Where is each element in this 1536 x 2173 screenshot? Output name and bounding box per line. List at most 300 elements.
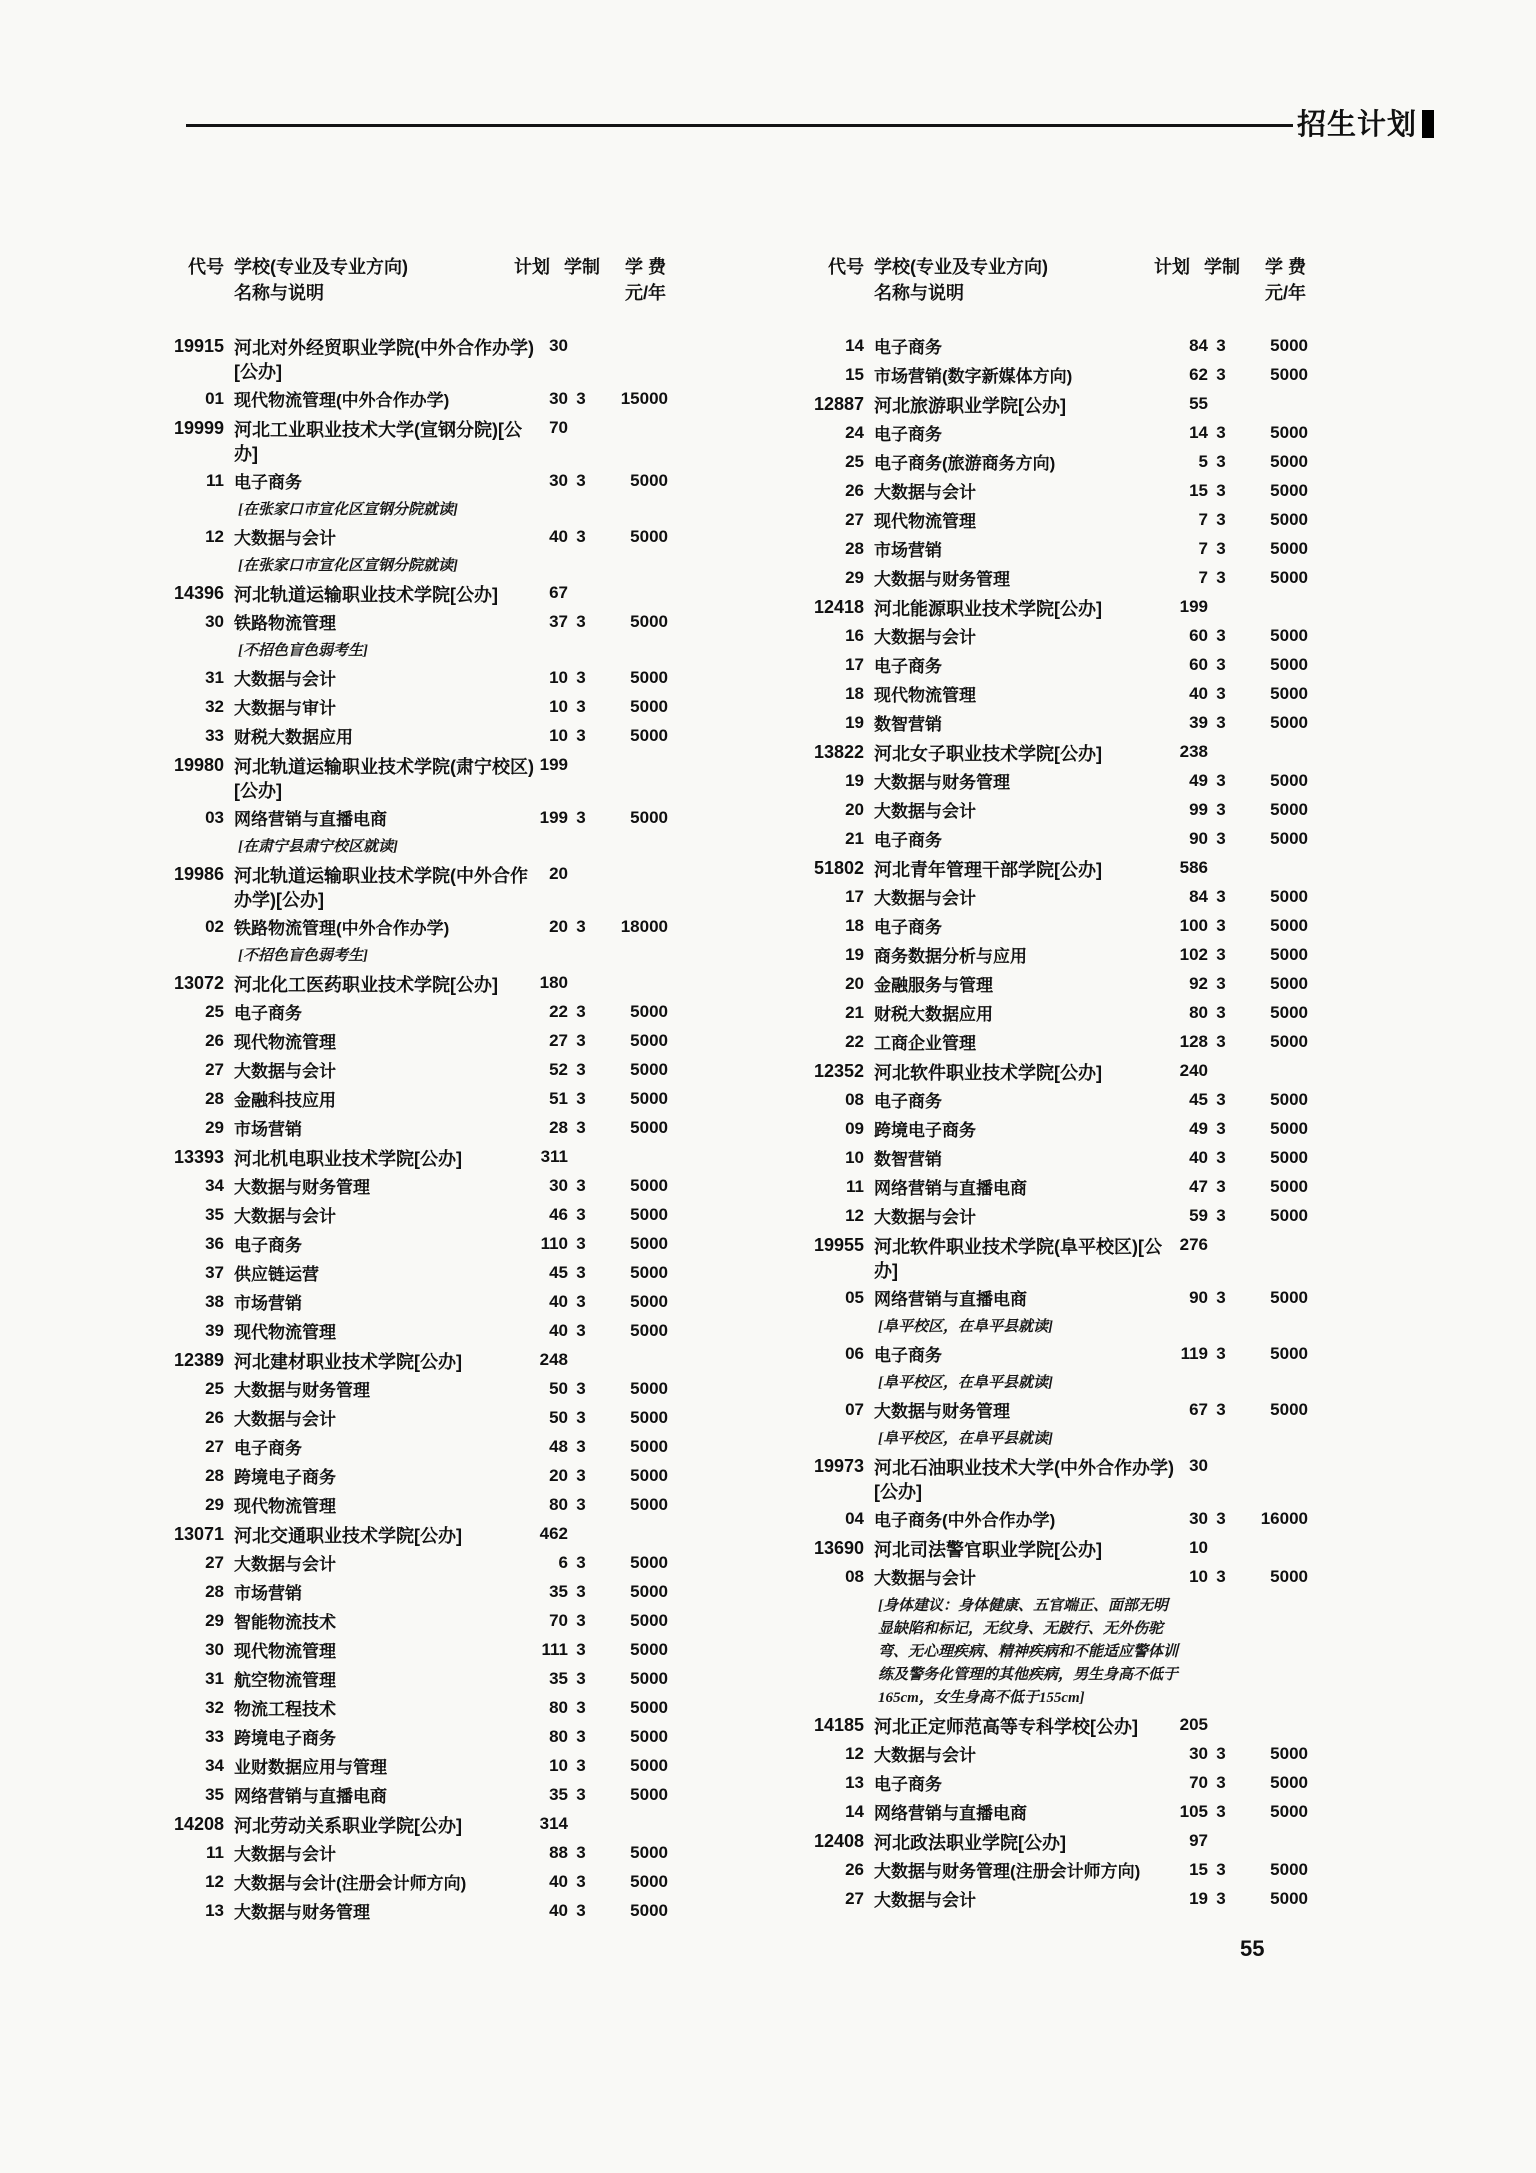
major-row xyxy=(150,527,668,551)
major-note: [不招色盲色弱考生] xyxy=(238,643,368,659)
major-row xyxy=(790,452,1308,476)
plan-count: 7 xyxy=(1198,539,1208,558)
major-name: 金融科技应用 xyxy=(234,1091,336,1110)
major-name: 现代物流管理(中外合作办学) xyxy=(234,391,450,410)
major-name: 大数据与财务管理(注册会计师方向) xyxy=(874,1862,1141,1881)
study-years: 3 xyxy=(576,1727,586,1746)
study-years: 3 xyxy=(576,1756,586,1775)
header-school-name xyxy=(234,254,408,306)
tuition-fee: 5000 xyxy=(630,471,668,490)
study-years: 3 xyxy=(1216,655,1226,674)
major-row xyxy=(150,1176,668,1200)
header-rule xyxy=(186,124,1293,127)
major-name: 大数据与财务管理 xyxy=(234,1903,370,1922)
plan-count: 10 xyxy=(549,668,568,687)
school-code: 13071 xyxy=(173,1524,224,1544)
header-school-line1: 学校(专业及专业方向) xyxy=(234,257,408,277)
major-row xyxy=(790,568,1308,592)
major-name: 大数据与会计 xyxy=(874,1569,976,1588)
major-code: 28 xyxy=(205,1089,224,1108)
major-code: 08 xyxy=(845,1567,864,1586)
study-years: 3 xyxy=(1216,1119,1226,1138)
major-row xyxy=(790,1177,1308,1201)
major-code: 03 xyxy=(205,808,224,827)
tuition-fee: 5000 xyxy=(1270,974,1308,993)
major-row xyxy=(790,1206,1308,1230)
major-row xyxy=(150,1060,668,1084)
study-years: 3 xyxy=(576,697,586,716)
header-school-line2: 名称与说明 xyxy=(234,283,324,303)
major-row xyxy=(790,626,1308,650)
major-name: 大数据与会计(注册会计师方向) xyxy=(234,1874,467,1893)
study-years: 3 xyxy=(576,1553,586,1572)
major-name: 市场营销 xyxy=(234,1294,302,1313)
plan-count: 276 xyxy=(1179,1235,1208,1254)
major-name: 跨境电子商务 xyxy=(234,1729,336,1748)
plan-count: 52 xyxy=(549,1060,568,1079)
study-years: 3 xyxy=(1216,1744,1226,1763)
major-row xyxy=(790,1400,1308,1424)
plan-count: 84 xyxy=(1189,336,1208,355)
major-code: 29 xyxy=(205,1495,224,1514)
plan-count: 199 xyxy=(1179,597,1208,616)
plan-count: 100 xyxy=(1179,916,1208,935)
plan-count: 67 xyxy=(1189,1400,1208,1419)
major-name: 智能物流技术 xyxy=(234,1613,336,1632)
major-code: 26 xyxy=(845,1860,864,1879)
major-row xyxy=(150,1611,668,1635)
school-name: 河北建材职业技术学院[公办] xyxy=(234,1352,462,1372)
school-code: 19999 xyxy=(173,418,224,438)
major-code: 06 xyxy=(845,1344,864,1363)
tuition-fee: 5000 xyxy=(630,612,668,631)
study-years: 3 xyxy=(576,1495,586,1514)
school-row xyxy=(790,394,1308,418)
study-years: 3 xyxy=(1216,626,1226,645)
major-code: 27 xyxy=(205,1437,224,1456)
tuition-fee: 5000 xyxy=(630,1727,668,1746)
tuition-fee: 5000 xyxy=(1270,1148,1308,1167)
school-row xyxy=(150,755,668,803)
major-row xyxy=(790,916,1308,940)
school-row xyxy=(150,1350,668,1374)
major-name: 现代物流管理 xyxy=(234,1642,336,1661)
tuition-fee: 5000 xyxy=(1270,1744,1308,1763)
major-code: 32 xyxy=(205,697,224,716)
plan-count: 40 xyxy=(549,1901,568,1920)
study-years: 3 xyxy=(1216,771,1226,790)
school-code: 14396 xyxy=(173,583,224,603)
major-name: 业财数据应用与管理 xyxy=(234,1758,387,1777)
plan-count: 240 xyxy=(1179,1061,1208,1080)
study-years: 3 xyxy=(1216,887,1226,906)
study-years: 3 xyxy=(1216,336,1226,355)
study-years: 3 xyxy=(576,917,586,936)
major-code: 25 xyxy=(205,1002,224,1021)
tuition-fee: 5000 xyxy=(1270,481,1308,500)
plan-count: 10 xyxy=(549,1756,568,1775)
tuition-fee: 5000 xyxy=(630,1756,668,1775)
major-name: 现代物流管理 xyxy=(234,1033,336,1052)
tuition-fee: 5000 xyxy=(630,1089,668,1108)
plan-count: 199 xyxy=(539,755,568,774)
plan-count: 30 xyxy=(549,336,568,355)
plan-count: 40 xyxy=(549,527,568,546)
school-name: 河北司法警官职业学院[公办] xyxy=(874,1540,1102,1560)
tuition-fee: 5000 xyxy=(1270,1860,1308,1879)
tuition-fee: 5000 xyxy=(630,1466,668,1485)
plan-count: 311 xyxy=(540,1147,568,1166)
tuition-fee: 5000 xyxy=(1270,452,1308,471)
major-row xyxy=(790,1288,1308,1312)
tuition-fee: 5000 xyxy=(1270,568,1308,587)
column-right xyxy=(790,254,1308,1930)
major-name: 数智营销 xyxy=(874,1150,942,1169)
school-row xyxy=(790,597,1308,621)
study-years: 3 xyxy=(1216,713,1226,732)
plan-count: 20 xyxy=(549,1466,568,1485)
plan-count: 10 xyxy=(1189,1567,1208,1586)
plan-count: 97 xyxy=(1189,1831,1208,1850)
header-school-name xyxy=(874,254,1048,306)
major-row xyxy=(150,1234,668,1258)
major-code: 35 xyxy=(205,1785,224,1804)
plan-count: 19 xyxy=(1189,1889,1208,1908)
study-years: 3 xyxy=(576,1379,586,1398)
school-name: 河北旅游职业学院[公办] xyxy=(874,396,1066,416)
plan-count: 80 xyxy=(1189,1003,1208,1022)
header-years: 学制 xyxy=(564,257,600,277)
tuition-fee: 5000 xyxy=(1270,945,1308,964)
major-name: 大数据与会计 xyxy=(874,1891,976,1910)
tuition-fee: 5000 xyxy=(630,726,668,745)
plan-count: 35 xyxy=(549,1785,568,1804)
plan-count: 40 xyxy=(549,1321,568,1340)
plan-count: 45 xyxy=(1189,1090,1208,1109)
tuition-fee: 15000 xyxy=(620,389,668,408)
major-name: 网络营销与直播电商 xyxy=(234,810,387,829)
plan-count: 48 xyxy=(549,1437,568,1456)
study-years: 3 xyxy=(1216,452,1226,471)
major-name: 市场营销 xyxy=(874,541,942,560)
study-years: 3 xyxy=(576,1437,586,1456)
study-years: 3 xyxy=(1216,945,1226,964)
school-name: 河北轨道运输职业技术学院(肃宁校区)[公办] xyxy=(234,757,534,801)
major-row xyxy=(790,771,1308,795)
study-years: 3 xyxy=(1216,1802,1226,1821)
plan-count: 49 xyxy=(1189,771,1208,790)
tuition-fee: 5000 xyxy=(630,1553,668,1572)
school-code: 13393 xyxy=(173,1147,224,1167)
major-row xyxy=(790,1119,1308,1143)
plan-count: 27 xyxy=(549,1031,568,1050)
major-name: 网络营销与直播电商 xyxy=(874,1179,1027,1198)
major-name: 商务数据分析与应用 xyxy=(874,947,1027,966)
plan-count: 88 xyxy=(549,1843,568,1862)
major-row xyxy=(150,1669,668,1693)
study-years: 3 xyxy=(1216,829,1226,848)
plan-count: 30 xyxy=(1189,1744,1208,1763)
major-code: 14 xyxy=(845,336,864,355)
header-fee-line2: 元/年 xyxy=(1264,283,1306,303)
plan-count: 10 xyxy=(549,697,568,716)
study-years: 3 xyxy=(576,1408,586,1427)
plan-count: 70 xyxy=(549,1611,568,1630)
plan-count: 90 xyxy=(1189,829,1208,848)
major-name: 财税大数据应用 xyxy=(874,1005,993,1024)
school-row xyxy=(790,858,1308,882)
tuition-fee: 5000 xyxy=(630,1234,668,1253)
plan-count: 14 xyxy=(1189,423,1208,442)
plan-count: 15 xyxy=(1189,1860,1208,1879)
major-code: 09 xyxy=(845,1119,864,1138)
school-row xyxy=(150,864,668,912)
school-row xyxy=(150,1524,668,1548)
major-code: 10 xyxy=(845,1148,864,1167)
major-code: 29 xyxy=(205,1611,224,1630)
tuition-fee: 5000 xyxy=(630,1611,668,1630)
major-code: 20 xyxy=(845,800,864,819)
major-row xyxy=(790,539,1308,563)
tuition-fee: 5000 xyxy=(630,1002,668,1021)
school-name: 河北能源职业技术学院[公办] xyxy=(874,599,1102,619)
major-row xyxy=(790,684,1308,708)
major-row xyxy=(150,1466,668,1490)
study-years: 3 xyxy=(1216,481,1226,500)
header-plan: 计划 xyxy=(1154,257,1190,277)
major-code: 15 xyxy=(845,365,864,384)
major-code: 35 xyxy=(205,1205,224,1224)
major-row xyxy=(150,1582,668,1606)
school-row xyxy=(150,1814,668,1838)
study-years: 3 xyxy=(1216,510,1226,529)
study-years: 3 xyxy=(576,1901,586,1920)
tuition-fee: 5000 xyxy=(630,1321,668,1340)
major-code: 25 xyxy=(845,452,864,471)
tuition-fee: 5000 xyxy=(630,1437,668,1456)
study-years: 3 xyxy=(576,1843,586,1862)
major-name: 电子商务 xyxy=(234,473,302,492)
major-row xyxy=(790,887,1308,911)
major-row xyxy=(790,1090,1308,1114)
major-row xyxy=(790,1889,1308,1913)
plan-count: 92 xyxy=(1189,974,1208,993)
study-years: 3 xyxy=(576,1205,586,1224)
major-row xyxy=(150,1118,668,1142)
plan-count: 47 xyxy=(1189,1177,1208,1196)
plan-count: 46 xyxy=(549,1205,568,1224)
major-note: [阜平校区，在阜平县就读] xyxy=(878,1431,1053,1447)
tuition-fee: 5000 xyxy=(630,1176,668,1195)
plan-count: 119 xyxy=(1180,1344,1208,1363)
header-plan: 计划 xyxy=(514,257,550,277)
major-name: 大数据与财务管理 xyxy=(234,1381,370,1400)
major-name: 大数据与会计 xyxy=(234,529,336,548)
plan-count: 40 xyxy=(549,1872,568,1891)
major-name: 航空物流管理 xyxy=(234,1671,336,1690)
study-years: 3 xyxy=(1216,1889,1226,1908)
study-years: 3 xyxy=(576,1263,586,1282)
major-name: 电子商务 xyxy=(874,338,942,357)
major-code: 20 xyxy=(845,974,864,993)
study-years: 3 xyxy=(576,1640,586,1659)
plan-count: 6 xyxy=(558,1553,568,1572)
tuition-fee: 5000 xyxy=(630,1785,668,1804)
major-row xyxy=(150,1553,668,1577)
major-code: 27 xyxy=(205,1553,224,1572)
major-row xyxy=(150,1002,668,1026)
tuition-fee: 5000 xyxy=(1270,1288,1308,1307)
major-row xyxy=(150,1495,668,1519)
major-code: 11 xyxy=(846,1177,864,1196)
major-code: 34 xyxy=(205,1756,224,1775)
plan-count: 128 xyxy=(1179,1032,1208,1051)
tuition-fee: 5000 xyxy=(630,1205,668,1224)
column-left xyxy=(150,254,668,1930)
plan-count: 199 xyxy=(539,808,568,827)
school-name: 河北正定师范高等专科学校[公办] xyxy=(874,1717,1138,1737)
school-code: 13690 xyxy=(813,1538,864,1558)
major-code: 12 xyxy=(845,1744,864,1763)
school-code: 14185 xyxy=(813,1715,864,1735)
major-name: 电子商务 xyxy=(874,1346,942,1365)
school-code: 12887 xyxy=(813,394,864,414)
header-fee-line2: 元/年 xyxy=(624,283,666,303)
major-row xyxy=(150,1640,668,1664)
major-code: 08 xyxy=(845,1090,864,1109)
study-years: 3 xyxy=(1216,1288,1226,1307)
major-code: 12 xyxy=(205,1872,224,1891)
tuition-fee: 5000 xyxy=(630,1640,668,1659)
plan-count: 30 xyxy=(1189,1456,1208,1475)
study-years: 3 xyxy=(1216,916,1226,935)
study-years: 3 xyxy=(1216,1206,1226,1225)
major-name: 大数据与会计 xyxy=(234,1062,336,1081)
major-row xyxy=(150,1321,668,1345)
study-years: 3 xyxy=(576,1031,586,1050)
major-name: 铁路物流管理 xyxy=(234,614,336,633)
major-row xyxy=(150,1843,668,1867)
plan-count: 110 xyxy=(540,1234,568,1253)
study-years: 3 xyxy=(576,1785,586,1804)
major-code: 25 xyxy=(205,1379,224,1398)
school-code: 19980 xyxy=(173,755,224,775)
header-years: 学制 xyxy=(1204,257,1240,277)
major-row xyxy=(150,1408,668,1432)
study-years: 3 xyxy=(576,1582,586,1601)
plan-count: 30 xyxy=(549,389,568,408)
major-name: 市场营销(数字新媒体方向) xyxy=(874,367,1073,386)
plan-count: 10 xyxy=(1189,1538,1208,1557)
major-row xyxy=(790,510,1308,534)
plan-count: 105 xyxy=(1179,1802,1208,1821)
tuition-fee: 5000 xyxy=(630,1901,668,1920)
school-code: 14208 xyxy=(173,1814,224,1834)
major-name: 网络营销与直播电商 xyxy=(874,1290,1027,1309)
tuition-fee: 5000 xyxy=(1270,829,1308,848)
school-code: 13072 xyxy=(173,973,224,993)
school-code: 12418 xyxy=(813,597,864,617)
study-years: 3 xyxy=(576,1466,586,1485)
major-row xyxy=(790,800,1308,824)
major-row xyxy=(150,668,668,692)
school-name: 河北软件职业技术学院[公办] xyxy=(874,1063,1102,1083)
plan-count: 238 xyxy=(1179,742,1208,761)
major-row xyxy=(150,471,668,495)
tuition-fee: 5000 xyxy=(1270,336,1308,355)
plan-count: 40 xyxy=(1189,1148,1208,1167)
major-row xyxy=(790,1802,1308,1826)
plan-count: 7 xyxy=(1198,568,1208,587)
header-school-line2: 名称与说明 xyxy=(874,283,964,303)
major-row xyxy=(150,1785,668,1809)
plan-count: 102 xyxy=(1179,945,1208,964)
major-row xyxy=(790,336,1308,360)
tuition-fee: 5000 xyxy=(630,1872,668,1891)
tuition-fee: 5000 xyxy=(1270,539,1308,558)
study-years: 3 xyxy=(576,1292,586,1311)
major-row xyxy=(790,655,1308,679)
plan-count: 20 xyxy=(549,917,568,936)
brand-bar-icon xyxy=(1422,110,1434,138)
plan-count: 20 xyxy=(549,864,568,883)
plan-count: 70 xyxy=(549,418,568,437)
major-row xyxy=(150,1901,668,1925)
major-code: 01 xyxy=(205,389,224,408)
major-name: 跨境电子商务 xyxy=(234,1468,336,1487)
school-name: 河北青年管理干部学院[公办] xyxy=(874,860,1102,880)
school-row xyxy=(790,1831,1308,1855)
major-name: 大数据与会计 xyxy=(874,802,976,821)
plan-count: 67 xyxy=(549,583,568,602)
major-note: [在张家口市宣化区宣钢分院就读] xyxy=(238,502,458,518)
plan-count: 84 xyxy=(1189,887,1208,906)
major-note: [在张家口市宣化区宣钢分院就读] xyxy=(238,558,458,574)
tuition-fee: 5000 xyxy=(1270,1400,1308,1419)
tuition-fee: 5000 xyxy=(1270,1802,1308,1821)
major-code: 16 xyxy=(845,626,864,645)
plan-count: 7 xyxy=(1198,510,1208,529)
plan-count: 22 xyxy=(549,1002,568,1021)
study-years: 3 xyxy=(1216,1090,1226,1109)
school-code: 19915 xyxy=(173,336,224,356)
major-note: [阜平校区，在阜平县就读] xyxy=(878,1375,1053,1391)
major-name: 电子商务 xyxy=(234,1236,302,1255)
study-years: 3 xyxy=(576,726,586,745)
major-code: 39 xyxy=(205,1321,224,1340)
study-years: 3 xyxy=(1216,800,1226,819)
tuition-fee: 5000 xyxy=(1270,1344,1308,1363)
major-code: 29 xyxy=(845,568,864,587)
tuition-fee: 5000 xyxy=(630,1118,668,1137)
study-years: 3 xyxy=(1216,1567,1226,1586)
study-years: 3 xyxy=(1216,974,1226,993)
major-code: 33 xyxy=(205,726,224,745)
major-code: 31 xyxy=(205,668,224,687)
major-row xyxy=(790,1567,1308,1591)
major-name: 铁路物流管理(中外合作办学) xyxy=(234,919,450,938)
major-code: 18 xyxy=(845,684,864,703)
major-code: 07 xyxy=(845,1400,864,1419)
study-years: 3 xyxy=(1216,1148,1226,1167)
school-row xyxy=(150,336,668,384)
plan-count: 28 xyxy=(549,1118,568,1137)
major-note: [阜平校区，在阜平县就读] xyxy=(878,1319,1053,1335)
major-code: 13 xyxy=(845,1773,864,1792)
major-name: 金融服务与管理 xyxy=(874,976,993,995)
right-entries xyxy=(790,336,1308,1913)
major-code: 11 xyxy=(206,471,224,490)
